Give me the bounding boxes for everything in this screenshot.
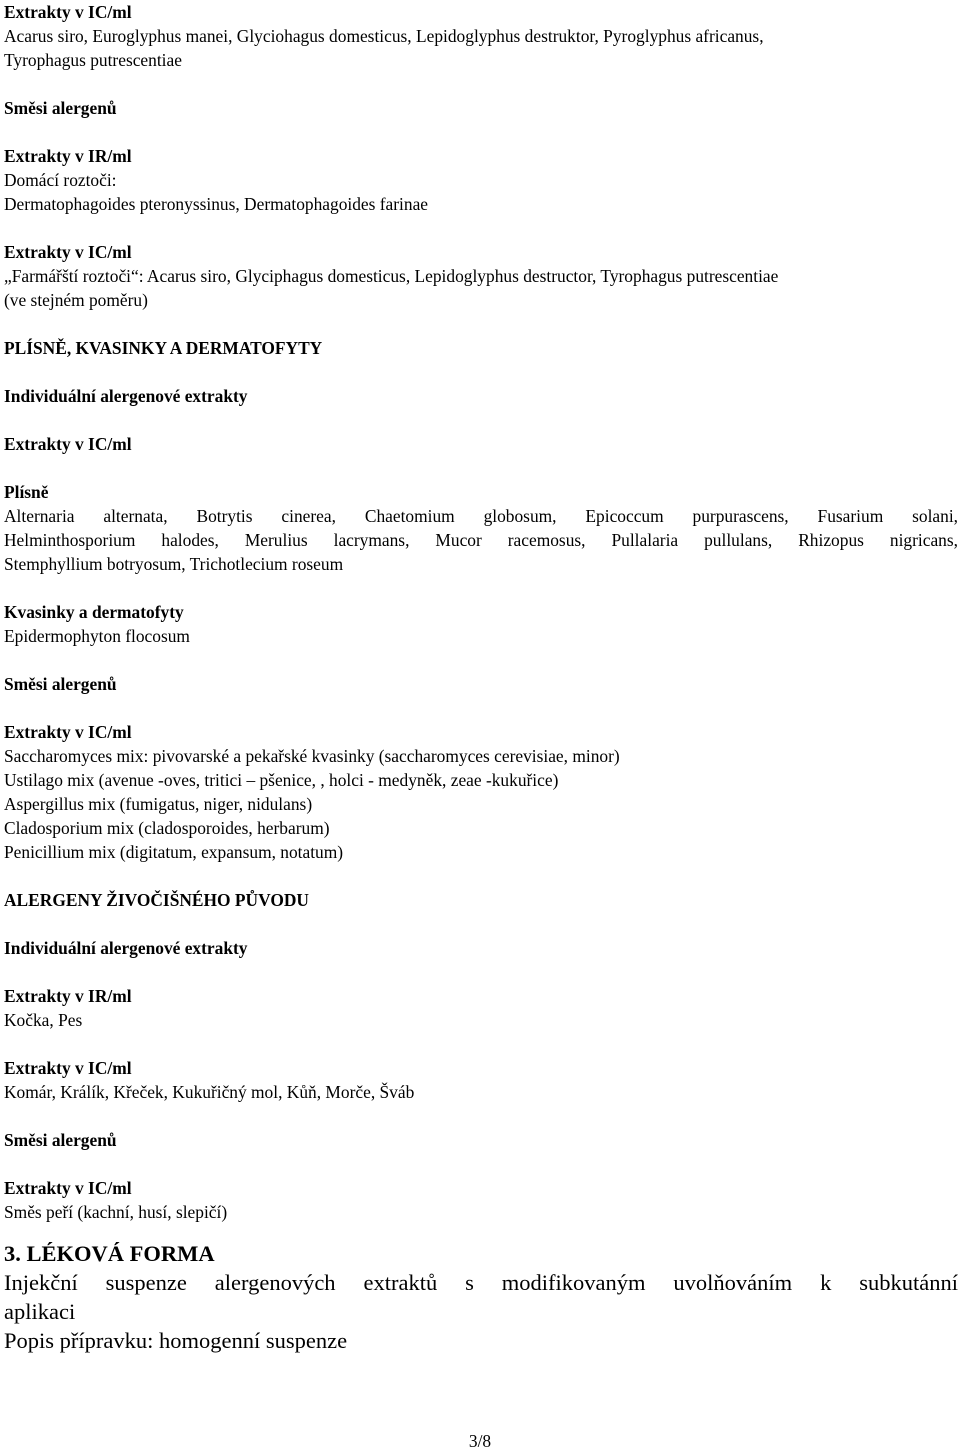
blank-line — [4, 576, 958, 600]
text-line: Dermatophagoides pteronyssinus, Dermatophagoides farinae — [4, 194, 429, 214]
section-heading: Extrakty v IC/ml — [4, 722, 132, 742]
section-heading: Extrakty v IR/ml — [4, 986, 132, 1006]
blank-line — [4, 408, 958, 432]
blank-line — [4, 1032, 958, 1056]
paragraph-line: Injekční suspenze alergenových extraktů s modifikovaným uvolňováním k subkutánní — [4, 1270, 958, 1295]
text-line: (ve stejném poměru) — [4, 290, 148, 310]
blank-line — [4, 696, 958, 720]
section-spacer — [4, 1224, 958, 1239]
section-3 — [4, 1239, 958, 1355]
section-heading: Směsi alergenů — [4, 98, 117, 118]
text-line: Aspergillus mix (fumigatus, niger, nidulans) — [4, 794, 313, 814]
section-heading: Individuální alergenové extrakty — [4, 386, 248, 406]
text-line: Stemphyllium botryosum, Trichotlecium roseum — [4, 554, 344, 574]
section-heading: Plísně — [4, 482, 49, 502]
text-line: Cladosporium mix (cladosporoides, herbarum) — [4, 818, 330, 838]
text-line: Helminthosporium halodes, Merulius lacrymans, Mucor racemosus, Pullalaria pullulans, Rhizopus nigricans, — [4, 530, 958, 550]
text-line: Alternaria alternata, Botrytis cinerea, Chaetomium globosum, Epicoccum purpurascens, Fusarium solani, — [4, 506, 958, 526]
blank-line — [4, 120, 958, 144]
blank-line — [4, 960, 958, 984]
text-line: Penicillium mix (digitatum, expansum, notatum) — [4, 842, 344, 862]
section-heading: Kvasinky a dermatofyty — [4, 602, 184, 622]
text-line: Domácí roztoči: — [4, 170, 117, 190]
blank-line — [4, 864, 958, 888]
section-heading: Směsi alergenů — [4, 674, 117, 694]
paragraph-line: aplikaci — [4, 1299, 76, 1324]
section-heading: ALERGENY ŽIVOČIŠNÉHO PŮVODU — [4, 890, 309, 910]
section-heading: 3. LÉKOVÁ FORMA — [4, 1241, 215, 1266]
blank-line — [4, 216, 958, 240]
text-line: Epidermophyton flocosum — [4, 626, 190, 646]
section-heading: Extrakty v IC/ml — [4, 242, 132, 262]
blank-line — [4, 1104, 958, 1128]
paragraph-line: Popis přípravku: homogenní suspenze — [4, 1328, 348, 1353]
section-heading: Extrakty v IC/ml — [4, 2, 132, 22]
blank-line — [4, 456, 958, 480]
text-line: Tyrophagus putrescentiae — [4, 50, 182, 70]
document-page — [4, 0, 958, 1355]
section-heading: Extrakty v IC/ml — [4, 434, 132, 454]
text-line: Směs peří (kachní, husí, slepičí) — [4, 1202, 228, 1222]
text-line: Saccharomyces mix: pivovarské a pekařské kvasinky (saccharomyces cerevisiae, minor) — [4, 746, 620, 766]
blank-line — [4, 72, 958, 96]
blank-line — [4, 1152, 958, 1176]
blank-line — [4, 912, 958, 936]
text-line: Acarus siro, Euroglyphus manei, Glyciohagus domesticus, Lepidoglyphus destruktor, Pyroglyphus africanus, — [4, 26, 764, 46]
text-line: „Farmářští roztoči“: Acarus siro, Glyciphagus domesticus, Lepidoglyphus destructor, Tyrophagus putrescentiae — [4, 266, 779, 286]
section-heading: Extrakty v IC/ml — [4, 1058, 132, 1078]
page-number: 3/8 — [468, 1431, 492, 1451]
section-heading: Extrakty v IC/ml — [4, 1178, 132, 1198]
section-heading: Směsi alergenů — [4, 1130, 117, 1150]
document-body — [4, 0, 958, 1224]
blank-line — [4, 360, 958, 384]
text-line: Kočka, Pes — [4, 1010, 83, 1030]
blank-line — [4, 648, 958, 672]
section-heading: Individuální alergenové extrakty — [4, 938, 248, 958]
text-line: Ustilago mix (avenue -oves, tritici – pšenice, , holci - medyněk, zeae -kukuřice) — [4, 770, 559, 790]
text-line: Komár, Králík, Křeček, Kukuřičný mol, Kůň, Morče, Šváb — [4, 1082, 415, 1102]
section-heading: Extrakty v IR/ml — [4, 146, 132, 166]
section-heading: PLÍSNĚ, KVASINKY A DERMATOFYTY — [4, 338, 323, 358]
blank-line — [4, 312, 958, 336]
